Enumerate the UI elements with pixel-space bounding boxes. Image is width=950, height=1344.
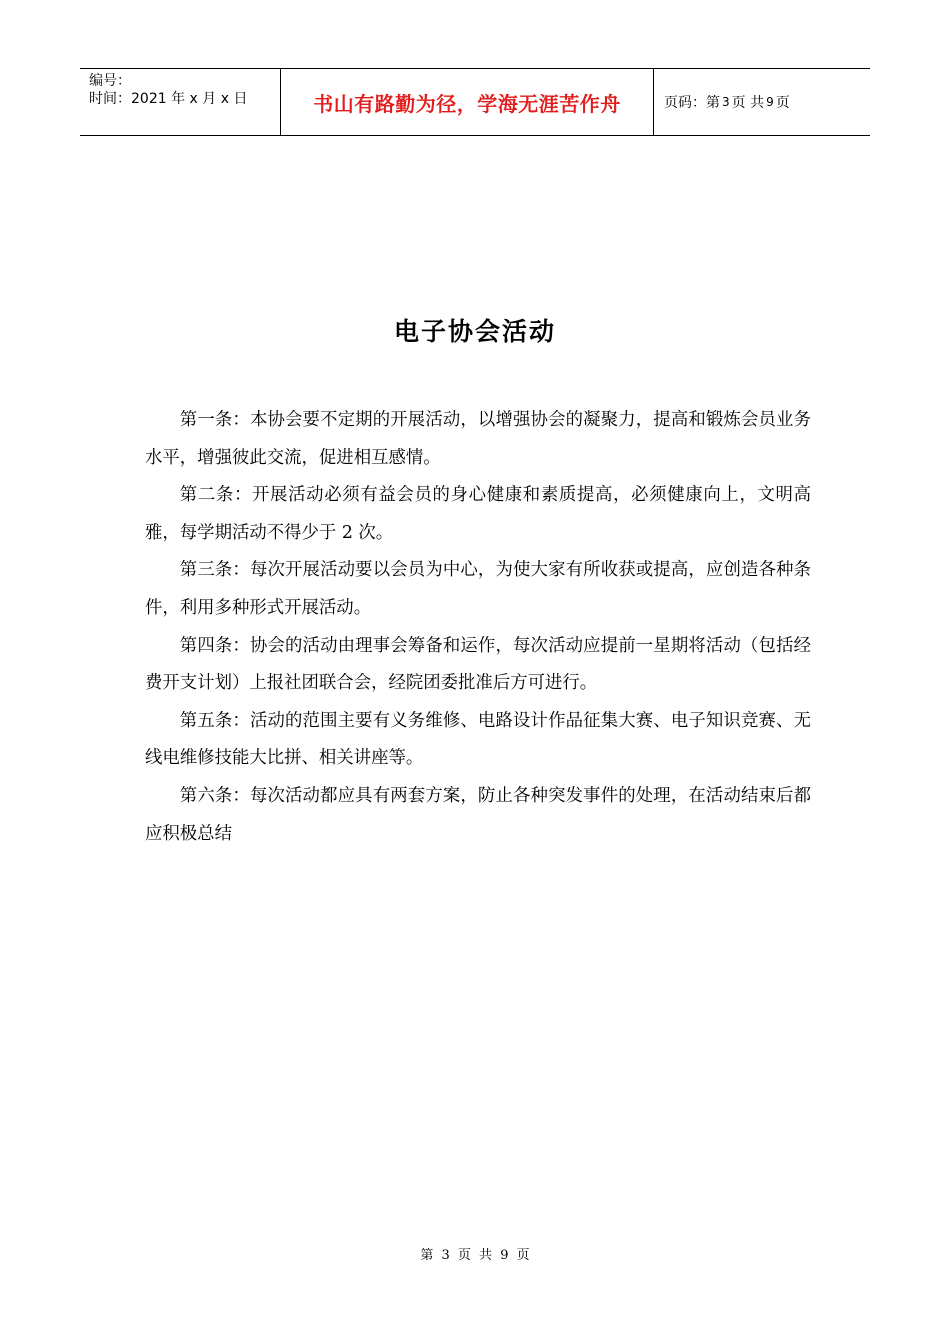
article-3: 第三条：每次开展活动要以会员为中心，为使大家有所收获或提高，应创造各种条件，利用多种形式开展活动。 <box>145 560 811 618</box>
document-number-label: 编号： <box>89 73 131 89</box>
page-suffix: 页 <box>775 95 790 111</box>
page-mid: 页 共 <box>731 95 765 111</box>
article-5: 第五条：活动的范围主要有义务维修、电路设计作品征集大赛、电子知识竞赛、无线电维修技能大比拼、相关讲座等。 <box>145 710 811 769</box>
article-2: 第二条：开展活动必须有益会员的身心健康和素质提高，必须健康向上，文明高雅，每学期活动不得少于 2 次。 <box>145 485 811 543</box>
page-total: 9 <box>766 95 774 109</box>
header-page-indicator <box>654 69 870 135</box>
header-meta <box>80 69 280 135</box>
article-6: 第六条：每次活动都应具有两套方案，防止各种突发事件的处理，在活动结束后都应积极总结 <box>145 785 811 844</box>
document-header <box>80 68 870 136</box>
document-title: 电子协会活动 <box>393 317 556 346</box>
page-current: 3 <box>722 95 730 109</box>
article-1: 第一条：本协会要不定期的开展活动，以增强协会的凝聚力，提高和锻炼会员业务水平，增强彼此交流，促进相互感情。 <box>145 410 811 468</box>
document-body <box>145 402 811 853</box>
article-4: 第四条：协会的活动由理事会筹备和运作，每次活动应提前一星期将活动（包括经费开支计划）上报社团联合会，经院团委批准后方可进行。 <box>145 635 811 694</box>
page-prefix: 页码：第 <box>664 95 720 111</box>
header-motto: 书山有路勤为径，学海无涯苦作舟 <box>280 69 654 135</box>
page-footer: 第 3 页 共 9 页 <box>420 1248 530 1263</box>
document-date: 时间：2021 年 x 月 x 日 <box>89 91 248 107</box>
